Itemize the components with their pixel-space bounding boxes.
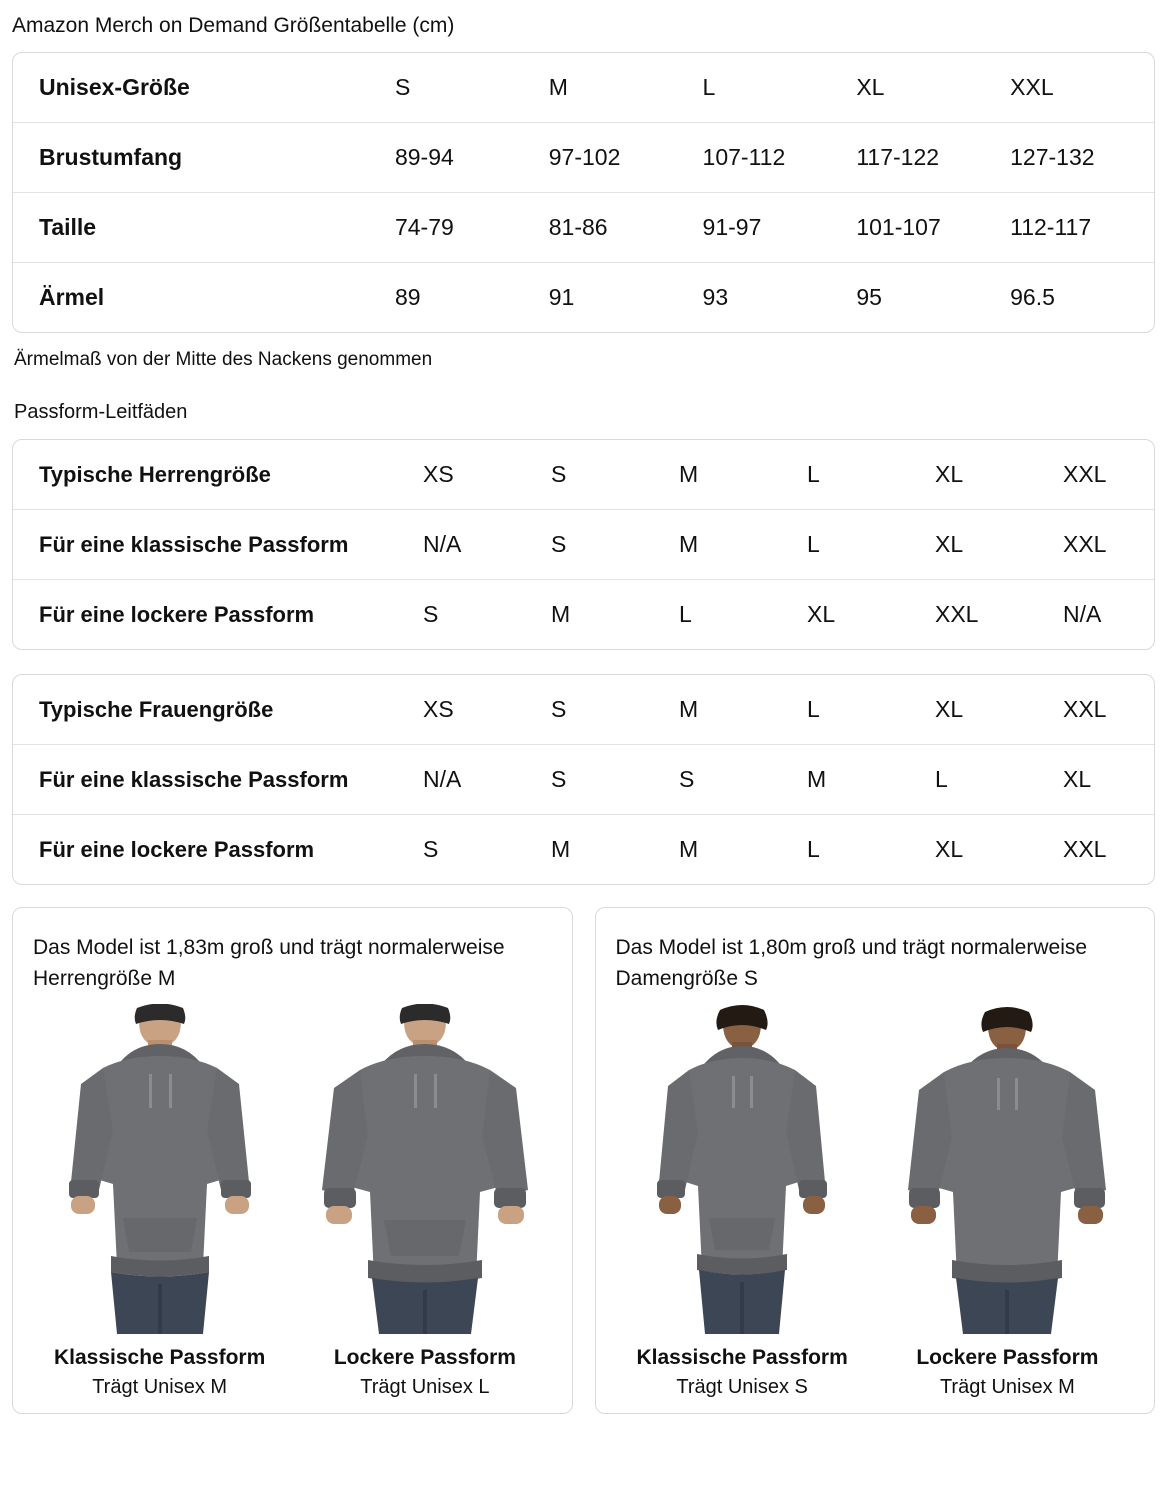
cell: XXL <box>1053 815 1155 885</box>
cell: S <box>541 510 669 580</box>
table-row <box>13 510 1155 580</box>
table-row <box>13 193 1154 263</box>
cell: S <box>394 74 411 100</box>
figure-group <box>616 1004 1135 1399</box>
figure-men-classic <box>33 1004 286 1399</box>
cell: XS <box>423 696 454 722</box>
fit-guides-label: Passform-Leitfäden <box>14 401 188 423</box>
figure-subtitle: Trägt Unisex S <box>676 1376 808 1398</box>
table-row <box>13 53 1154 123</box>
figure-group <box>33 1004 552 1399</box>
row-label: Brustumfang <box>13 123 385 193</box>
cell: 89-94 <box>385 123 539 193</box>
cell: XXL <box>925 580 1053 650</box>
cell: XL <box>797 580 925 650</box>
cell: N/A <box>1053 580 1155 650</box>
row-label: Für eine klassische Passform <box>13 745 413 815</box>
hoodie-illustration-women-classic <box>616 1004 869 1334</box>
table-row <box>13 675 1155 745</box>
table-row <box>13 815 1155 885</box>
cell: 97-102 <box>539 123 693 193</box>
figure-women-classic <box>616 1004 869 1399</box>
cell: M <box>679 696 699 722</box>
cell: 91 <box>539 263 693 333</box>
womens-fit-table <box>13 675 1155 884</box>
row-label: Taille <box>13 193 385 263</box>
cell: M <box>669 815 797 885</box>
row-label: Für eine lockere Passform <box>13 580 413 650</box>
model-cards-row <box>12 907 1155 1414</box>
hoodie-illustration-men-loose <box>298 1004 551 1334</box>
cell: M <box>797 745 925 815</box>
model-card-men <box>12 907 573 1414</box>
cell: L <box>669 580 797 650</box>
figure-title: Klassische Passform <box>636 1346 848 1369</box>
cell: M <box>679 461 699 487</box>
cell: M <box>548 74 568 100</box>
cell: 107-112 <box>693 123 847 193</box>
figure-subtitle: Trägt Unisex M <box>939 1376 1075 1398</box>
cell: L <box>797 815 925 885</box>
table-row <box>13 123 1154 193</box>
cell: S <box>669 745 797 815</box>
figure-subtitle: Trägt Unisex L <box>360 1376 490 1398</box>
figure-men-loose <box>298 1004 551 1399</box>
cell: XL <box>925 510 1053 580</box>
cell: 93 <box>693 263 847 333</box>
cell: L <box>807 696 820 722</box>
row-label: Für eine lockere Passform <box>13 815 413 885</box>
hoodie-illustration-men-classic <box>33 1004 286 1334</box>
cell: 95 <box>846 263 1000 333</box>
cell: L <box>807 461 820 487</box>
measurement-table <box>13 53 1154 332</box>
cell: S <box>541 745 669 815</box>
table-row <box>13 580 1155 650</box>
row-label: Typische Frauengröße <box>39 696 274 722</box>
sleeve-measurement-note: Ärmelmaß von der Mitte des Nackens genommen <box>14 349 433 370</box>
cell: XXL <box>1063 696 1107 722</box>
cell: 91-97 <box>693 193 847 263</box>
cell: XL <box>935 696 964 722</box>
measurement-table-card <box>12 52 1155 333</box>
cell: 81-86 <box>539 193 693 263</box>
cell: XXL <box>1053 510 1155 580</box>
cell: XL <box>925 815 1053 885</box>
cell: 96.5 <box>1000 263 1154 333</box>
model-caption: Das Model ist 1,80m groß und trägt normalerweise Damengröße S <box>615 936 1088 990</box>
row-label: Unisex-Größe <box>39 74 190 100</box>
cell: 74-79 <box>385 193 539 263</box>
row-label: Typische Herrengröße <box>39 461 271 487</box>
figure-women-loose <box>881 1004 1134 1399</box>
figure-title: Klassische Passform <box>53 1346 266 1369</box>
cell: N/A <box>413 745 541 815</box>
row-label: Für eine klassische Passform <box>13 510 413 580</box>
cell: XXL <box>1010 74 1054 100</box>
cell: S <box>413 815 541 885</box>
cell: XXL <box>1063 461 1107 487</box>
cell: S <box>551 696 567 722</box>
model-card-women <box>595 907 1156 1414</box>
cell: XL <box>856 74 885 100</box>
table-row <box>13 440 1155 510</box>
cell: 101-107 <box>846 193 1000 263</box>
page-title: Amazon Merch on Demand Größentabelle (cm) <box>12 14 455 37</box>
cell: 117-122 <box>846 123 1000 193</box>
hoodie-illustration-women-loose <box>881 1004 1134 1334</box>
cell: 127-132 <box>1000 123 1154 193</box>
table-row <box>13 263 1154 333</box>
cell: M <box>541 815 669 885</box>
table-row <box>13 745 1155 815</box>
cell: S <box>413 580 541 650</box>
model-caption: Das Model ist 1,83m groß und trägt normalerweise Herrengröße M <box>33 936 505 990</box>
cell: L <box>925 745 1053 815</box>
cell: XS <box>423 461 454 487</box>
figure-subtitle: Trägt Unisex M <box>92 1376 228 1398</box>
mens-fit-table <box>13 440 1155 649</box>
row-label: Ärmel <box>13 263 385 333</box>
cell: 89 <box>385 263 539 333</box>
cell: M <box>541 580 669 650</box>
cell: L <box>797 510 925 580</box>
figure-title: Lockere Passform <box>333 1346 516 1369</box>
womens-fit-table-card <box>12 674 1155 885</box>
cell: S <box>551 461 567 487</box>
cell: XL <box>935 461 964 487</box>
cell: M <box>669 510 797 580</box>
cell: XL <box>1053 745 1155 815</box>
cell: L <box>702 74 716 100</box>
mens-fit-table-card <box>12 439 1155 650</box>
cell: 112-117 <box>1000 193 1154 263</box>
figure-title: Lockere Passform <box>916 1346 1099 1369</box>
cell: N/A <box>413 510 541 580</box>
